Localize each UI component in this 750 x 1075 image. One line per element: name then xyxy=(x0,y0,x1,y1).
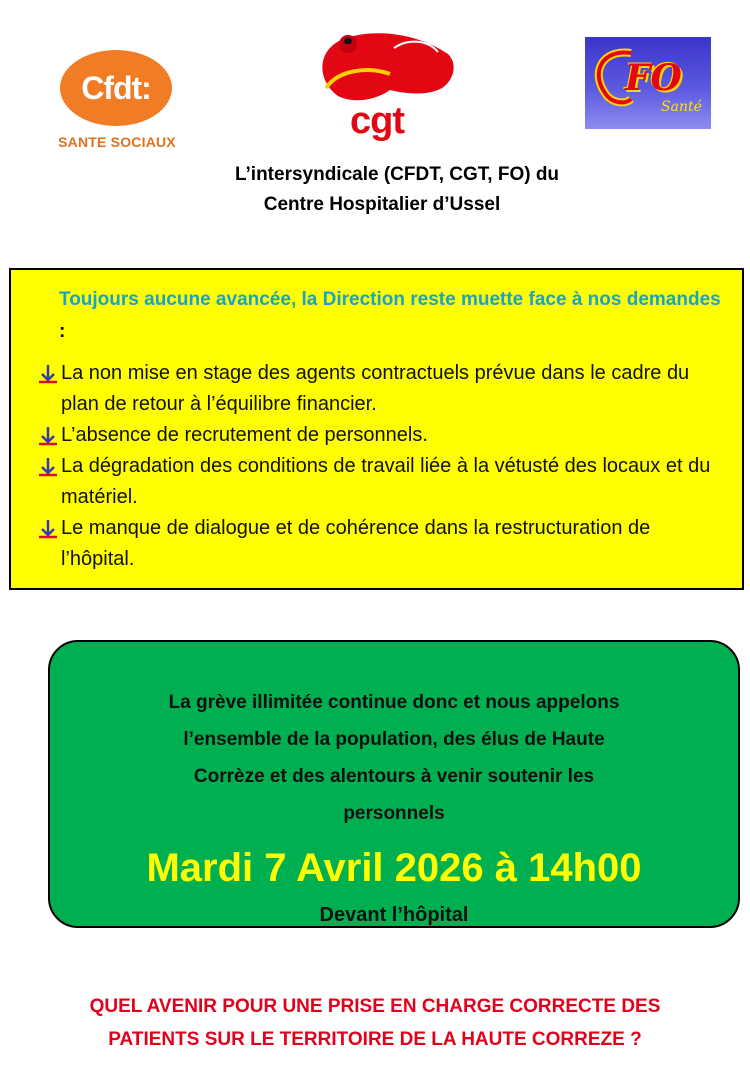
demand-item xyxy=(35,420,724,451)
cgt-logo-emblem xyxy=(308,30,462,106)
demand-item-text: L’absence de recrutement de personnels. xyxy=(61,424,428,446)
demand-item xyxy=(35,451,724,513)
fo-logo xyxy=(585,37,711,129)
event-place: Devant l’hôpital xyxy=(319,904,469,926)
cfdt-logo-name: Cfdt: xyxy=(81,69,151,106)
cfdt-logo xyxy=(56,50,178,154)
demands-box xyxy=(9,268,744,590)
fo-logo-subtitle: Santé xyxy=(661,99,702,115)
demand-item xyxy=(35,358,724,420)
strike-call-text xyxy=(94,684,694,832)
demand-item xyxy=(35,513,724,575)
strike-call-line: La grève illimitée continue donc et nous appelons xyxy=(168,692,620,713)
demand-item-text: Le manque de dialogue et de cohérence dans la restructuration de l’hôpital. xyxy=(61,517,651,570)
strike-call-line: Corrèze et des alentours à venir soutenir les xyxy=(193,766,595,787)
demands-intro-text: Toujours aucune avancée, la Direction reste muette face à nos demandes xyxy=(59,289,721,310)
cfdt-logo-oval xyxy=(60,50,172,126)
demands-intro-colon: : xyxy=(59,321,66,342)
cgt-logo xyxy=(308,30,462,142)
down-arrow-bullet-icon xyxy=(37,457,59,477)
heading-line-1: L’intersyndicale (CFDT, CGT, FO) du xyxy=(234,164,560,185)
strike-call-box xyxy=(48,640,740,928)
demands-list xyxy=(35,358,724,575)
down-arrow-bullet-icon xyxy=(37,426,59,446)
closing-question xyxy=(0,990,750,1056)
down-arrow-bullet-icon xyxy=(37,519,59,539)
fo-logo-name: FO xyxy=(625,57,682,99)
strike-call-line: personnels xyxy=(343,803,445,824)
demands-intro xyxy=(59,284,724,348)
heading-line-2: Centre Hospitalier d’Ussel xyxy=(263,194,501,215)
demand-item-text: La dégradation des conditions de travail liée à la vétusté des locaux et du matériel. xyxy=(61,455,711,508)
down-arrow-bullet-icon xyxy=(37,364,59,384)
cfdt-logo-subtitle: SANTE SOCIAUX xyxy=(58,134,176,150)
event-date: Mardi 7 Avril 2026 à 14h00 xyxy=(146,846,642,890)
question-line-1: QUEL AVENIR POUR UNE PRISE EN CHARGE CORRECTE DES xyxy=(89,996,661,1017)
demand-item-text: La non mise en stage des agents contractuels prévue dans le cadre du plan de retour à l’équilibre financier. xyxy=(61,362,690,415)
strike-call-line: l’ensemble de la population, des élus de Haute xyxy=(183,729,605,750)
question-line-2: PATIENTS SUR LE TERRITOIRE DE LA HAUTE CORREZE ? xyxy=(108,1029,642,1050)
cgt-logo-name: cgt xyxy=(350,100,404,142)
intersyndicale-heading xyxy=(0,160,750,220)
